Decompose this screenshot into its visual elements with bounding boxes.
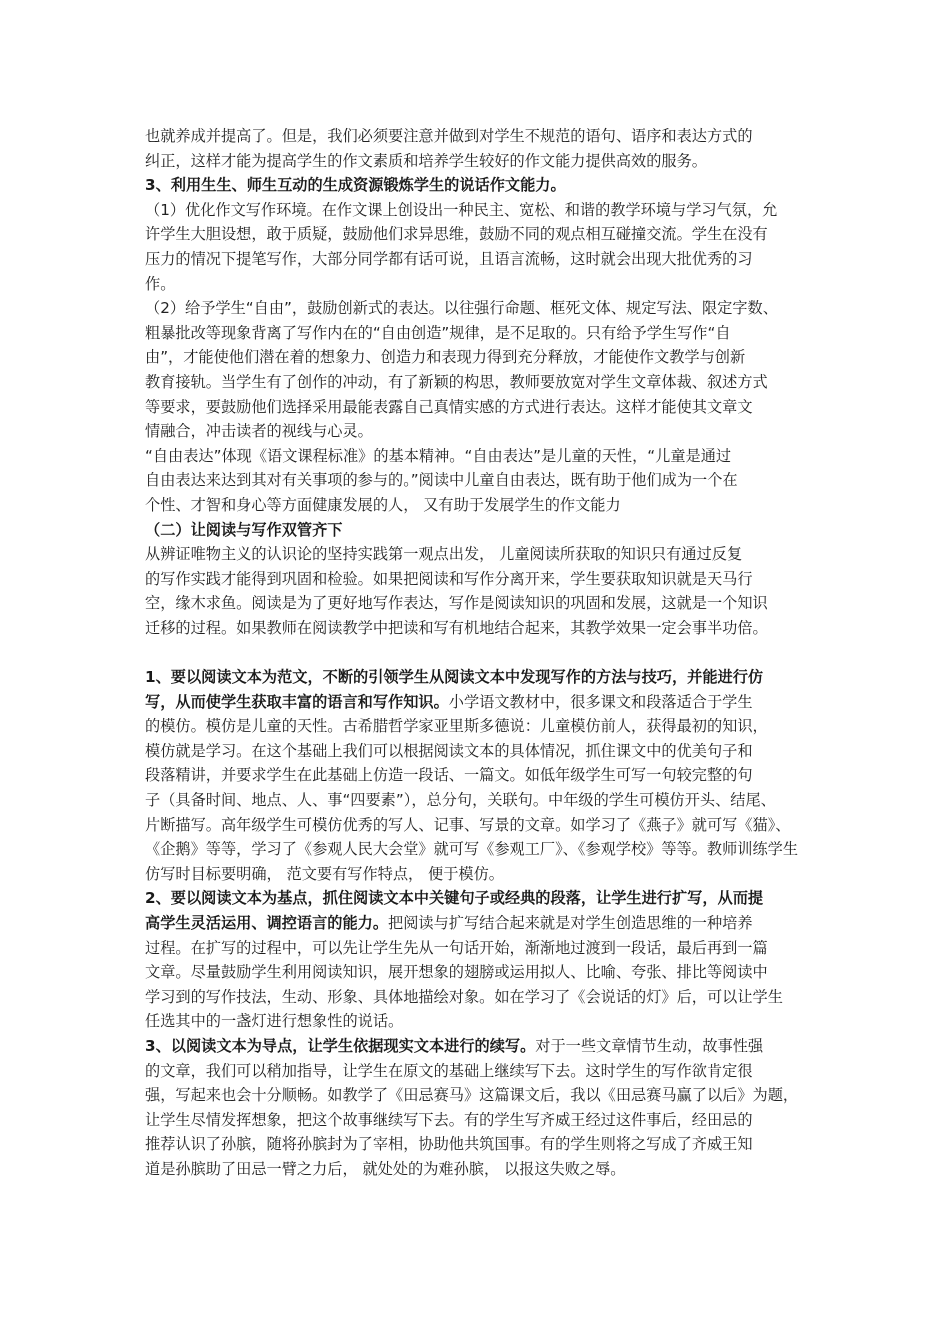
text-line — [145, 591, 817, 616]
text-line — [145, 837, 817, 862]
text-line — [145, 247, 817, 272]
body-text: 任选其中的一盏灯进行想象性的说话。 — [145, 1012, 404, 1031]
text-line — [145, 665, 817, 690]
text-line — [145, 272, 817, 297]
body-text: 把阅读与扩写结合起来就是对学生创造思维的一种培养 — [388, 914, 753, 932]
body-text: 自由表达来达到其对有关事项的参与的。”阅读中儿童自由表达，既有助于他们成为一个在 — [145, 471, 738, 490]
text-line — [145, 198, 817, 223]
body-text: 学习到的写作技法，生动、形象、具体地描绘对象。如在学习了《会说话的灯》后，可以让学生 — [145, 987, 783, 1006]
body-text: 对于一些文章情节生动，故事性强 — [535, 1036, 764, 1055]
text-line — [145, 936, 817, 961]
text-line — [145, 567, 817, 592]
body-text: 从辨证唯物主义的认识论的坚持实践第一观点出发， 儿童阅读所获取的知识只有通过反复 — [145, 545, 743, 564]
body-text: 仿写时目标要明确， 范文要有写作特点， 便于模仿。 — [145, 864, 504, 883]
body-text: 小学语文教材中，很多课文和段落适合于学生 — [448, 692, 753, 711]
text-line — [145, 419, 817, 444]
text-line — [145, 149, 817, 174]
body-text: 压力的情况下提笔写作，大部分同学都有话可说，且语言流畅，这时就会出现大批优秀的习 — [145, 249, 753, 268]
body-text: 过程。在扩写的过程中，可以先让学生先从一句话开始，渐渐地过渡到一段话，最后再到一篇 — [145, 938, 768, 957]
text-line — [145, 813, 817, 838]
text-line — [145, 862, 817, 887]
text-line — [145, 124, 817, 149]
body-text: 情融合，冲击读者的视线与心灵。 — [145, 422, 373, 441]
text-line — [145, 911, 817, 936]
body-text: 让学生尽情发挥想象，把这个故事继续写下去。有的学生写齐威王经过这件事后，经田忌的 — [145, 1110, 753, 1129]
text-line — [145, 1034, 817, 1059]
text-line — [145, 1108, 817, 1133]
body-text: 强，写起来也会十分顺畅。如教学了《田忌赛马》这篇课文后，我以《田忌赛马赢了以后》为题， — [145, 1086, 799, 1105]
text-line — [145, 173, 817, 198]
body-text: 粗暴批改等现象背离了写作内在的“自由创造”规律，是不足取的。只有给予学生写作“自 — [145, 323, 731, 342]
text-line — [145, 763, 817, 788]
document-body — [145, 124, 817, 1182]
text-line — [145, 222, 817, 247]
body-text: （2）给予学生“自由”，鼓励创新式的表达。以往强行命题、框死文体、规定写法、限定字数、 — [145, 299, 778, 318]
body-text: 片断描写。高年级学生可模仿优秀的写人、记事、写景的文章。如学习了《燕子》就可写《猫》、 — [145, 815, 791, 834]
text-line — [145, 886, 817, 911]
text-line — [145, 788, 817, 813]
body-text: 文章。尽量鼓励学生利用阅读知识，展开想象的翅膀或运用拟人、比喻、夸张、排比等阅读中 — [145, 963, 768, 982]
bold-text: 写，从而使学生获取丰富的语言和写作知识。 — [145, 692, 449, 711]
body-text: 推荐认识了孙膑，随将孙膑封为了宰相，协助他共筑国事。有的学生则将之写成了齐威王知 — [145, 1135, 753, 1154]
text-line — [145, 690, 817, 715]
text-line — [145, 960, 817, 985]
text-line — [145, 493, 817, 518]
text-line — [145, 1083, 817, 1108]
text-line — [145, 370, 817, 395]
body-text: 个性、才智和身心等方面健康发展的人， 又有助于发展学生的作文能力 — [145, 495, 621, 514]
bold-text: 2、要以阅读文本为基点，抓住阅读文本中关键句子或经典的段落，让学生进行扩写，从而提 — [145, 889, 764, 908]
body-text: 子（具备时间、地点、人、事“四要素”），总分句，关联句。中年级的学生可模仿开头、结尾、 — [145, 791, 776, 810]
body-text: 空，缘木求鱼。阅读是为了更好地写作表达，写作是阅读知识的巩固和发展，这就是一个知识 — [145, 594, 768, 613]
text-line — [145, 444, 817, 469]
body-text: “自由表达”体现《语文课程标准》的基本精神。“自由表达”是儿童的天性，“儿童是通过 — [145, 446, 732, 465]
document-page — [145, 124, 817, 1182]
bold-text: （二）让阅读与写作双管齐下 — [145, 520, 343, 539]
text-line — [145, 1059, 817, 1084]
body-text: 纠正，这样才能为提高学生的作文素质和培养学生较好的作文能力提供高效的服务。 — [145, 151, 707, 170]
body-text: 道是孙膑助了田忌一臂之力后， 就处处的为难孙膑， 以报这失败之辱。 — [145, 1159, 626, 1178]
text-line — [145, 296, 817, 321]
text-line — [145, 714, 817, 739]
text-line — [145, 1157, 817, 1182]
body-text: 迁移的过程。如果教师在阅读教学中把读和写有机地结合起来，其教学效果一定会事半功倍。 — [145, 618, 768, 637]
bold-text: 3、利用生生、师生互动的生成资源锻炼学生的说话作文能力。 — [145, 176, 566, 195]
text-line — [145, 395, 817, 420]
body-text: 由”，才能使他们潜在着的想象力、创造力和表现力得到充分释放，才能使作文教学与创新 — [145, 348, 746, 367]
body-text: 作。 — [145, 274, 176, 293]
body-text: 也就养成并提高了。但是，我们必须要注意并做到对学生不规范的语句、语序和表达方式的 — [145, 127, 753, 145]
text-line — [145, 739, 817, 764]
bold-text: 1、要以阅读文本为范文，不断的引领学生从阅读文本中发现写作的方法与技巧，并能进行仿 — [145, 668, 764, 687]
bold-text: 高学生灵活运用、调控语言的能力。 — [145, 914, 388, 932]
body-text: 的文章，我们可以稍加指导，让学生在原文的基础上继续写下去。这时学生的写作欲肯定很 — [145, 1061, 753, 1080]
text-line — [145, 985, 817, 1010]
body-text: 许学生大胆设想，敢于质疑，鼓励他们求异思维，鼓励不同的观点相互碰撞交流。学生在没有 — [145, 225, 768, 244]
text-line — [145, 468, 817, 493]
text-line — [145, 616, 817, 641]
text-line — [145, 321, 817, 346]
bold-text: 3、以阅读文本为导点，让学生依据现实文本进行的续写。 — [145, 1036, 536, 1055]
body-text: 等要求，要鼓励他们选择采用最能表露自己真情实感的方式进行表达。这样才能使其文章文 — [145, 397, 753, 416]
text-line — [145, 1009, 817, 1034]
body-text: 模仿就是学习。在这个基础上我们可以根据阅读文本的具体情况，抓住课文中的优美句子和 — [145, 741, 753, 760]
body-text: 教育接轨。当学生有了创作的冲动，有了新颖的构思，教师要放宽对学生文章体裁、叙述方式 — [145, 372, 768, 391]
text-line — [145, 542, 817, 567]
text-line — [145, 345, 817, 370]
body-text: 《企鹅》等等，学习了《参观人民大会堂》就可写《参观工厂》、《参观学校》等等。教师训练学生 — [145, 840, 799, 859]
blank-line — [145, 640, 817, 665]
body-text: （1）优化作文写作环境。在作文课上创设出一种民主、宽松、和谐的教学环境与学习气氛，允 — [145, 200, 778, 219]
text-line — [145, 518, 817, 543]
body-text: 的模仿。模仿是儿童的天性。古希腊哲学家亚里斯多德说：儿童模仿前人，获得最初的知识， — [145, 717, 768, 736]
body-text: 的写作实践才能得到巩固和检验。如果把阅读和写作分离开来，学生要获取知识就是天马行 — [145, 569, 753, 588]
body-text: 段落精讲，并要求学生在此基础上仿造一段话、一篇文。如低年级学生可写一句较完整的句 — [145, 766, 753, 785]
text-line — [145, 1132, 817, 1157]
